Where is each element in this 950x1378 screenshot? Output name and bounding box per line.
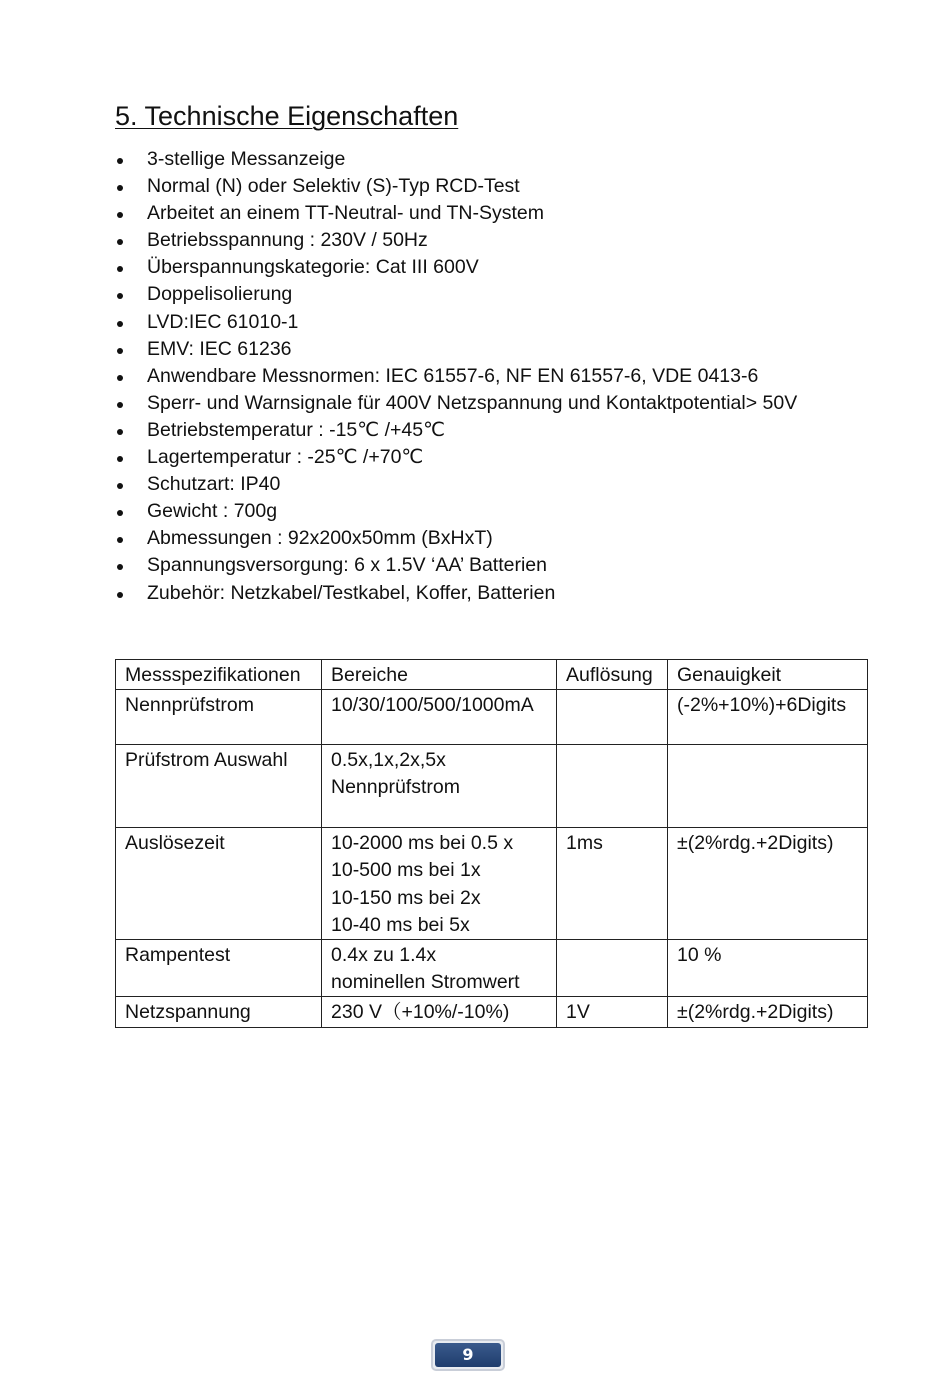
resolution-cell	[557, 940, 668, 997]
range-line: 0.5x,1x,2x,5x	[331, 749, 446, 772]
resolution-cell	[557, 745, 668, 828]
specification-table	[115, 659, 868, 1028]
range-cell	[322, 828, 557, 940]
feature-item: Gewicht : 700g	[115, 498, 797, 525]
header-cell-resolution: Auflösung	[557, 660, 668, 690]
table-row	[116, 997, 868, 1027]
range-line: 10-500 ms bei 1x	[331, 859, 481, 882]
spec-cell: Nennprüfstrom	[116, 690, 322, 745]
feature-item: Schutzart: IP40	[115, 471, 797, 498]
range-line: 10/30/100/500/1000mA	[331, 694, 534, 717]
feature-item: Zubehör: Netzkabel/Testkabel, Koffer, Batterien	[115, 580, 797, 607]
table-row	[116, 745, 868, 828]
feature-item: Betriebsspannung : 230V / 50Hz	[115, 227, 797, 254]
spec-cell: Auslösezeit	[116, 828, 322, 940]
feature-item: Lagertemperatur : -25℃ /+70℃	[115, 444, 797, 471]
header-cell-spec: Messspezifikationen	[116, 660, 322, 690]
accuracy-cell: ±(2%rdg.+2Digits)	[668, 828, 868, 940]
feature-item: LVD:IEC 61010-1	[115, 309, 797, 336]
range-line: Nennprüfstrom	[331, 776, 460, 799]
range-line: 230 V（+10%/-10%)	[331, 1001, 510, 1024]
section-title: 5. Technische Eigenschaften	[115, 101, 459, 131]
feature-item: Anwendbare Messnormen: IEC 61557-6, NF EN 61557-6, VDE 0413-6	[115, 363, 797, 390]
range-cell	[322, 690, 557, 745]
table-row	[116, 940, 868, 997]
page-number: 9	[435, 1343, 501, 1367]
feature-item: Sperr- und Warnsignale für 400V Netzspannung und Kontaktpotential> 50V	[115, 390, 797, 417]
range-line: nominellen Stromwert	[331, 971, 520, 994]
table-header-row	[116, 660, 868, 690]
table-row	[116, 690, 868, 745]
accuracy-cell: ±(2%rdg.+2Digits)	[668, 997, 868, 1027]
spec-cell: Rampentest	[116, 940, 322, 997]
feature-item: Abmessungen : 92x200x50mm (BxHxT)	[115, 525, 797, 552]
resolution-cell: 1V	[557, 997, 668, 1027]
feature-item: Doppelisolierung	[115, 281, 797, 308]
accuracy-cell	[668, 745, 868, 828]
range-cell	[322, 940, 557, 997]
accuracy-cell: 10 %	[668, 940, 868, 997]
range-cell	[322, 745, 557, 828]
feature-item: Betriebstemperatur : -15℃ /+45℃	[115, 417, 797, 444]
accuracy-cell: (-2%+10%)+6Digits	[668, 690, 868, 745]
range-cell	[322, 997, 557, 1027]
feature-item: Überspannungskategorie: Cat III 600V	[115, 254, 797, 281]
resolution-cell: 1ms	[557, 828, 668, 940]
range-line: 10-2000 ms bei 0.5 x	[331, 832, 514, 855]
table-row	[116, 828, 868, 940]
page-number-badge	[431, 1339, 505, 1371]
feature-list	[115, 146, 797, 607]
range-line: 10-40 ms bei 5x	[331, 913, 470, 936]
feature-item: Spannungsversorgung: 6 x 1.5V ‘AA’ Batterien	[115, 552, 797, 579]
range-line: 10-150 ms bei 2x	[331, 886, 481, 909]
feature-item: EMV: IEC 61236	[115, 336, 797, 363]
spec-cell: Netzspannung	[116, 997, 322, 1027]
range-line: 0.4x zu 1.4x	[331, 944, 437, 967]
header-cell-accuracy: Genauigkeit	[668, 660, 868, 690]
resolution-cell	[557, 690, 668, 745]
feature-item: Arbeitet an einem TT-Neutral- und TN-System	[115, 200, 797, 227]
spec-cell: Prüfstrom Auswahl	[116, 745, 322, 828]
feature-item: Normal (N) oder Selektiv (S)-Typ RCD-Test	[115, 173, 797, 200]
feature-item: 3-stellige Messanzeige	[115, 146, 797, 173]
header-cell-range: Bereiche	[322, 660, 557, 690]
